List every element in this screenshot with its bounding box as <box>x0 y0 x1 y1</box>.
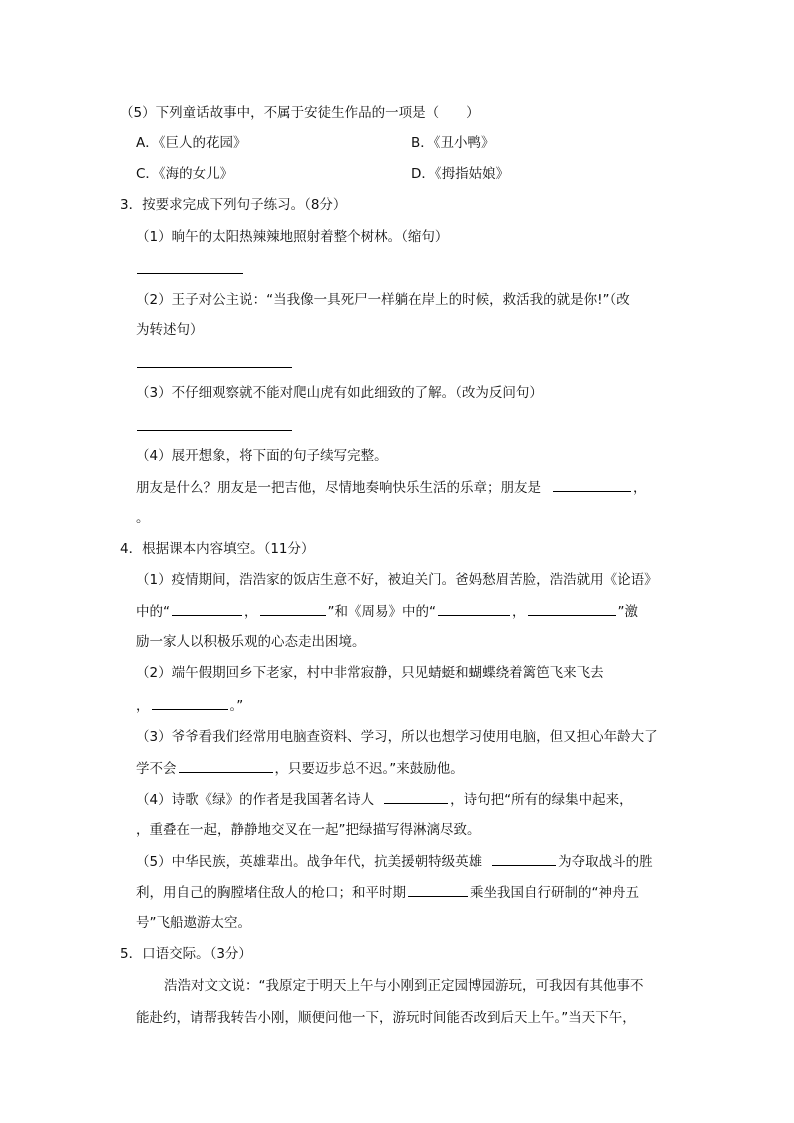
q4-p5b: 利，用自己的胸膛堵住敌人的枪口；和平时期 乘坐我国自行研制的“神舟五 <box>136 882 639 903</box>
q4-p2a: （2）端午假期回乡下老家，村中非常寂静，只见蜻蜓和蝴蝶绕着篱笆飞来飞去 <box>136 665 604 681</box>
q4-p4b: ，重叠在一起，静静地交叉在一起”把绿描写得淋漓尽致。 <box>136 822 481 838</box>
q3-s4b: 朋友是什么？朋友是一把吉他，尽情地奏响快乐生活的乐章；朋友是 ， <box>136 477 647 498</box>
q2-5-option-d: D．《拇指姑娘》 <box>411 166 510 182</box>
q4-p5a: （5）中华民族，英雄辈出。战争年代，抗美援朝特级英雄 为夺取战斗的胜 <box>136 851 653 872</box>
q4-p3b: 学不会 ，只要迈步总不迟。”来鼓励他。 <box>136 758 464 779</box>
q2-5-stem: （5）下列童话故事中，不属于安徒生作品的一项是（ ） <box>120 105 480 121</box>
q3-s2b: 为转述句） <box>136 322 204 338</box>
q5-p1b: 能赴约，请帮我转告小刚，顺便问他一下，游玩时间能否改到后天上午。”当天下午， <box>136 1010 636 1026</box>
q4-p4a: （4）诗歌《绿》的作者是我国著名诗人 ，诗句把“所有的绿集中起来， <box>136 789 633 810</box>
q4-p5c: 号”飞船遨游太空。 <box>136 915 251 931</box>
q3-title: 3．按要求完成下列句子练习。（8分） <box>120 197 347 213</box>
q3-s2-answer-line <box>137 367 292 368</box>
q3-s1: （1）晌午的太阳热辣辣地照射着整个树林。（缩句） <box>136 229 449 245</box>
q4-p2b: ， 。” <box>136 695 243 716</box>
q4-p1c: 励一家人以积极乐观的心态走出困境。 <box>136 634 366 650</box>
q2-5-option-b: B．《丑小鸭》 <box>411 135 495 151</box>
q3-s4-blank <box>553 477 631 492</box>
q4-title: 4．根据课本内容填空。（11分） <box>120 541 315 557</box>
q2-5-option-c: C．《海的女儿》 <box>136 166 234 182</box>
q3-s2a: （2）王子对公主说：“当我像一具死尸一样躺在岸上的时候，救活我的就是你!”（改 <box>136 292 630 308</box>
q3-s4c: 。 <box>136 510 150 526</box>
q2-5-option-a: A．《巨人的花园》 <box>136 135 247 151</box>
q3-s4: （4）展开想象，将下面的句子续写完整。 <box>136 448 388 464</box>
q5-p1a: 浩浩对文文说：“我原定于明天上午与小刚到正定园博园游玩，可我因有其他事不 <box>164 978 644 994</box>
q4-p3a: （3）爷爷看我们经常用电脑查资料、学习，所以也想学习使用电脑，但又担心年龄大了 <box>136 729 658 745</box>
q4-p1a: （1）疫情期间，浩浩家的饭店生意不好，被迫关门。爸妈愁眉苦脸，浩浩就用《论语》 <box>136 572 658 588</box>
q4-p1b: 中的“ ， ”和《周易》中的“ ， ”激 <box>136 601 638 622</box>
q3-s3: （3）不仔细观察就不能对爬山虎有如此细致的了解。（改为反问句） <box>136 385 543 401</box>
q3-s1-answer-line <box>137 273 243 274</box>
q5-title: 5．口语交际。（3分） <box>120 946 252 962</box>
q3-s3-answer-line <box>137 430 292 431</box>
